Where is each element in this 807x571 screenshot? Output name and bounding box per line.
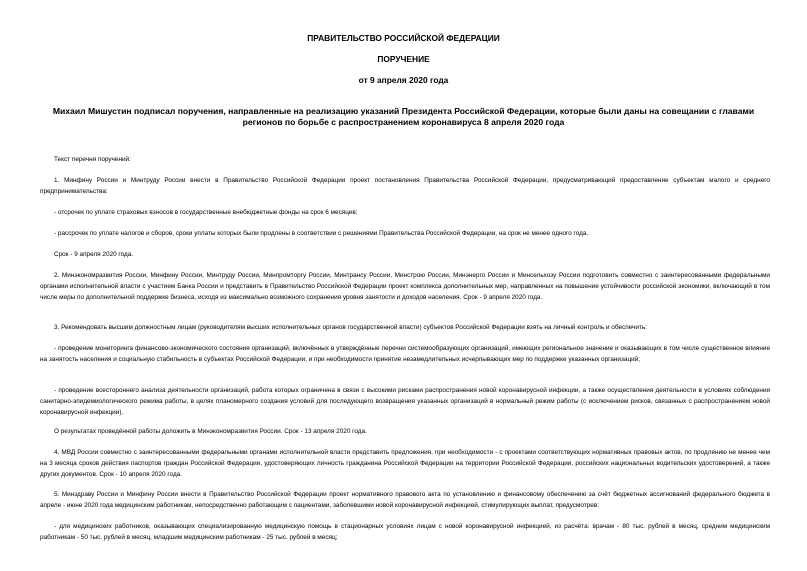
paragraph-4: 4. МВД России совместно с заинтересованными федеральными органами исполнительной власти представить предложения, при необходимости - с проектами соответствующих нормативных правовых актов, по продлению не менее чем на 3 месяца сроков действия паспортов граждан Российской Федерации, удостоверяющих личность гражданина Российской Федерации на территории Российской Федерации, российских национальных водительских удостоверений, а также других документов. Срок - 10 апреля 2020 года. <box>40 449 770 479</box>
org-title: ПРАВИТЕЛЬСТВО РОССИЙСКОЙ ФЕДЕРАЦИИ <box>307 33 500 43</box>
paragraph-3: 3. Рекомендовать высшим должностным лицам (руководителям высших исполнительных органов государственной власти) субъектов Российской Федерации взять на личный контроль и обеспечить: <box>54 324 647 331</box>
document-type: ПОРУЧЕНИЕ <box>377 54 430 64</box>
paragraph-3-report: О результатах проведённой работы доложить в Минэкономразвития России. Срок - 13 апреля 2020 года. <box>54 428 367 435</box>
paragraph-3-item-b: - проведение всестороннего анализа деятельности организаций, работа которых ограничена в связи с высокими рисками распространения новой коронавирусной инфекции, а также осуществления деятельности в условиях соблюдения санитарно-эпидемиологического режима работы, в целях планомерного создания условий для последующего возвращения указанных организаций в нормальный режим работы (с исключением рисков, связанных с распространением новой коронавирусной инфекции). <box>40 387 770 417</box>
intro-paragraph: Текст перечня поручений: <box>54 156 131 163</box>
paragraph-3-item-a: - проведение мониторинга финансово-экономического состояния организаций, включённых в утверждённые перечни системообразующих организаций, имеющих региональное значение и оказывающих в том числе существенное влияние на занятость населения и социальную стабильность в субъектах Российской Федерации, и при необходимости принятие незамедлительных исчерпывающих мер по поддержке указанных организаций; <box>40 345 770 364</box>
paragraph-1: 1. Минфину России и Минтруду России внести в Правительство Российской Федерации проект постановления Правительства Российской Федерации, предусматривающий предоставление субъектам малого и среднего предпринимательства: <box>40 177 770 196</box>
paragraph-1-item-b: - рассрочек по уплате налогов и сборов, сроки уплаты которых были продлены в соответствии с решениями Правительства Российской Федерации, на срок не менее одного года. <box>54 230 589 237</box>
paragraph-2: 2. Минэкономразвития России, Минфину России, Минтруду России, Минпромторгу России, Минтрансу России, Минстрою России, Минэнерго России и Минсельхозу России подготовить совместно с заинтересованными федеральными органами исполнительной власти с участием Банка России и представить в Правительство Российской Федерации проект комплекса дополнительных мер, направленных на повышение устойчивости российской экономики, включающий в том числе меры по дополнительной поддержке бизнеса, исходя из максимально возможного сохранения уровня занятости и доходов населения. Срок - 9 апреля 2020 года. <box>40 272 770 302</box>
paragraph-1-deadline: Срок - 9 апреля 2020 года. <box>54 251 134 258</box>
document-subtitle: Михаил Мишустин подписал поручения, направленные на реализацию указаний Президента Российской Федерации, которые были даны на совещании с главами регионов по борьбе с распространением коронавируса 8 апреля 2020 года <box>52 106 755 127</box>
paragraph-5: 5. Минздраву России и Минфину России внести в Правительство Российской Федерации проект нормативного правового акта по установлению и финансовому обеспечению за счёт бюджетных ассигнований федерального бюджета в апреле - июне 2020 года медицинским работникам, непосредственно работающим с пациентами, заболевшими новой коронавирусной инфекцией, стимулирующих выплат, предусмотрев: <box>40 491 770 510</box>
paragraph-1-item-a: - отсрочек по уплате страховых взносов в государственные внебюджетные фонды на срок 6 месяцев; <box>54 209 358 216</box>
paragraph-5-item-a: - для медицинских работников, оказывающих специализированную медицинскую помощь в стационарных условиях лицам с новой коронавирусной инфекцией, из расчёта: врачам - 80 тыс. рублей в месяц, средним медицинским работникам - 50 тыс. рублей в месяц, младшим медицинским работникам - 25 тыс. рублей в месяц; <box>40 523 770 542</box>
document-date: от 9 апреля 2020 года <box>358 75 449 85</box>
